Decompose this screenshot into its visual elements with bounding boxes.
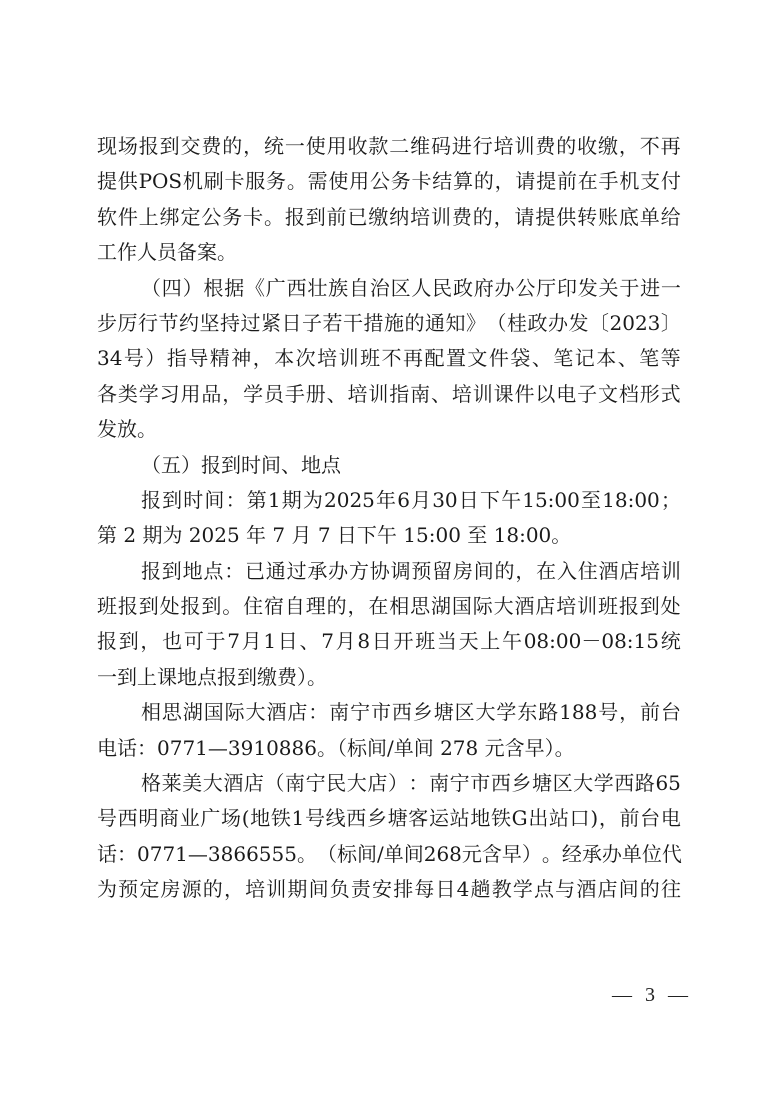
text-line: 话 ： 0771—3866555 。 （ 标 间 / 单 间 268 元 含 早 ） 。 经 承 办 单 位 代 (97, 841, 682, 866)
paragraph-registration-time (97, 483, 681, 554)
text-line: 报 到 ， 也 可 于 7 月 1 日 、 7 月 8 日 开 班 当 天 上 午 08:00－08:15 统 (97, 629, 681, 654)
text-line: 格 莱 美 大 酒 店 （ 南 宁 民 大 店 ） ： 南 宁 市 西 乡 塘 区 大 学 西 路 65 (141, 771, 681, 796)
text-line: 相 思 湖 国 际 大 酒 店 ： 南 宁 市 西 乡 塘 区 大 学 东 路 188 号 ， 前 台 (141, 700, 681, 725)
text-line: 号 西 明 商 业 广 场 ( 地 铁 1 号 线 西 乡 塘 客 运 站 地 铁 G 出 站 口 ) ， 前 台 电 (97, 806, 681, 831)
text-line: 一到上课地点报到缴费）。 (97, 664, 327, 689)
text-line: 电话：0771—3910886。（标间/单间 278 元含早）。 (97, 735, 575, 760)
text-line: 报 到 地 点 ： 已 通 过 承 办 方 协 调 预 留 房 间 的 ， 在 入 住 酒 店 培 训 (141, 558, 681, 583)
text-line: 第 2 期为 2025 年 7 月 7 日下午 15:00 至 18:00。 (97, 523, 572, 548)
paragraph-hotel-gelaimei (97, 766, 681, 908)
page-number: — 3 — (612, 984, 692, 1006)
text-line: 工作人员备案。 (97, 240, 237, 265)
text-line: 各 类 学 习 用 品 ， 学 员 手 册 、 培 训 指 南 、 培 训 课 件 以 电 子 文 档 形 式 (97, 381, 681, 406)
document-body (97, 129, 681, 908)
text-line: 报 到 时 间 ： 第 1 期 为 2025 年 6 月 30 日 下 午 15:00 至 18:00 ； (141, 487, 681, 512)
text-line: 班 报 到 处 报 到 。 住 宿 自 理 的 ， 在 相 思 湖 国 际 大 酒 店 培 训 班 报 到 处 (97, 594, 681, 619)
text-line: 34 号 ） 指 导 精 神 ， 本 次 培 训 班 不 再 配 置 文 件 袋 、 笔 记 本 、 笔 等 (97, 346, 681, 371)
text-line: 发放。 (97, 417, 157, 442)
text-line: 为 预 定 房 源 的 ， 培 训 期 间 负 责 安 排 每 日 4 趟 教 学 点 与 酒 店 间 的 往 (97, 877, 681, 902)
paragraph-hotel-xiangsihu (97, 695, 681, 766)
text-line: （五）报到时间、地点 (141, 452, 341, 477)
text-line: （ 四 ） 根 据 《 广 西 壮 族 自 治 区 人 民 政 府 办 公 厅 印 发 关 于 进 一 (141, 275, 681, 300)
paragraph-registration-location (97, 554, 681, 696)
paragraph-section-5-heading (97, 448, 681, 483)
text-line: 步 厉 行 节 约 坚 持 过 紧 日 子 若 干 措 施 的 通 知 》 （ 桂 政 办 发 〔 2023 〕 (97, 310, 681, 335)
text-line: 现 场 报 到 交 费 的 ， 统 一 使 用 收 款 二 维 码 进 行 培 训 费 的 收 缴 ， 不 再 (97, 134, 681, 158)
text-line: 软 件 上 绑 定 公 务 卡 。 报 到 前 已 缴 纳 培 训 费 的 ， 请 提 供 转 账 底 单 给 (97, 204, 681, 229)
text-line: 提 供 POS 机 刷 卡 服 务 。 需 使 用 公 务 卡 结 算 的 ， 请 提 前 在 手 机 支 付 (97, 169, 681, 194)
paragraph-section-4 (97, 271, 681, 448)
paragraph-fee-payment (97, 129, 681, 271)
